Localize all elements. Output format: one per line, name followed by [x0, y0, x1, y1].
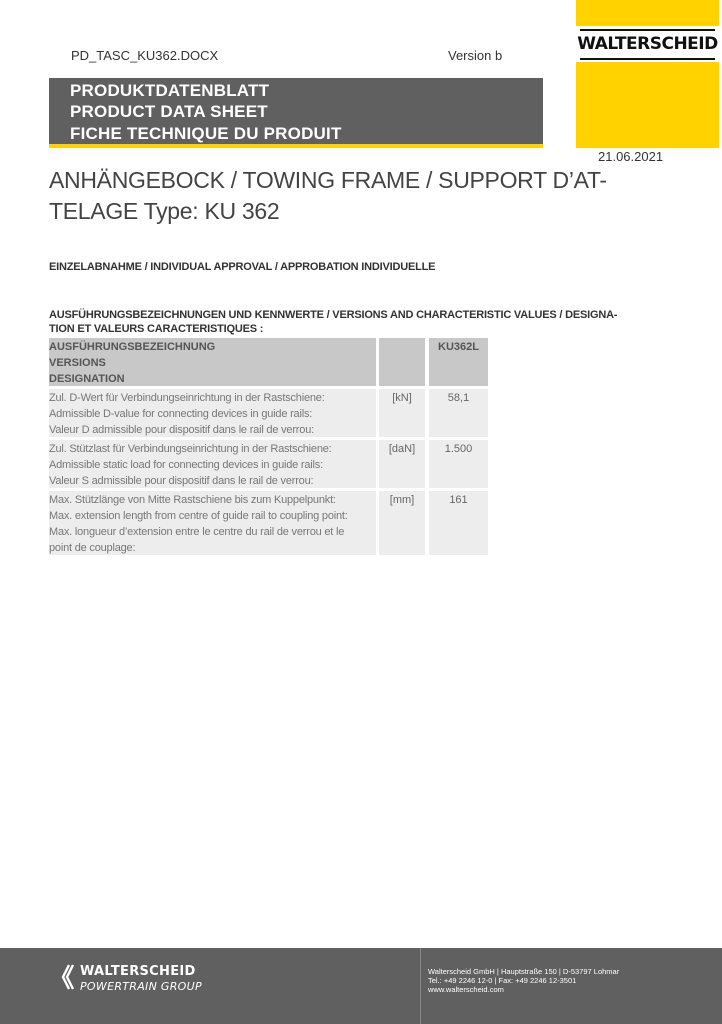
section-heading-line1: AUSFÜHRUNGSBEZEICHNUNGEN UND KENNWERTE / VERSIONS AND CHARACTERISTIC VALUES / DESIGNA-: [49, 309, 618, 321]
row-unit: [379, 389, 425, 437]
row-unit-text: [daN]: [388, 443, 416, 455]
brand-logo: WALTERSCHEID: [577, 34, 718, 54]
table-header-line2: VERSIONS: [49, 357, 106, 369]
main-title-line1: ANHÄNGEBOCK / TOWING FRAME / SUPPORT D’AT-: [49, 167, 607, 193]
approval-type: EINZELABNAHME / INDIVIDUAL APPROVAL / APPROBATION INDIVIDUELLE: [49, 261, 436, 273]
row-desc-en: Max. extension length from centre of guide rail to coupling point:: [49, 510, 348, 522]
row-desc-fr: Valeur D admissible pour dispositif dans le rail de verrou:: [49, 424, 314, 436]
brand-logo-block: [576, 0, 719, 148]
row-desc-fr-cont: point de couplage:: [49, 542, 136, 554]
row-value: [429, 491, 488, 555]
row-value-text: 1.500: [444, 443, 473, 455]
header-underline: [49, 144, 543, 148]
row-value: [429, 440, 488, 488]
row-desc-fr: Valeur S admissible pour dispositif dans le rail de verrou:: [49, 475, 314, 487]
document-version: Version b: [448, 48, 503, 63]
footer-address: Walterscheid GmbH | Hauptstraße 150 | D-53797 Lohmar: [428, 967, 620, 976]
row-unit-text: [mm]: [389, 494, 415, 506]
table-row: [49, 389, 376, 437]
row-desc-fr: Max. longueur d’extension entre le centre du rail de verrou et le: [49, 526, 345, 538]
footer-divider: [420, 948, 421, 1024]
header-title-de: PRODUKTDATENBLATT: [70, 81, 270, 100]
row-desc-de: Max. Stützlänge von Mitte Rastschiene bis zum Kuppelpunkt:: [49, 494, 336, 506]
row-desc-de: Zul. Stützlast für Verbindungseinrichtung in der Rastschiene:: [49, 443, 332, 455]
table-row: [49, 491, 376, 555]
row-unit: [379, 491, 425, 555]
table-header-line1: AUSFÜHRUNGSBEZEICHNUNG: [49, 341, 216, 353]
header-title-en: PRODUCT DATA SHEET: [70, 102, 268, 121]
row-value: [429, 389, 488, 437]
document-date: 21.06.2021: [598, 149, 664, 164]
row-unit: [379, 440, 425, 488]
footer-logo-sub: POWERTRAIN GROUP: [80, 980, 202, 993]
row-value-text: 161: [449, 494, 468, 506]
row-desc-en: Admissible D-value for connecting devices in guide rails:: [49, 408, 313, 420]
walterscheid-mark-icon: [60, 964, 76, 990]
table-header-unit: [379, 338, 425, 386]
row-desc-de: Zul. D-Wert für Verbindungseinrichtung in der Rastschiene:: [49, 392, 325, 404]
section-heading-line2: TION ET VALEURS CARACTERISTIQUES :: [49, 323, 264, 335]
footer-phone: Tel.: +49 2246 12-0 | Fax: +49 2246 12-3501: [428, 976, 577, 985]
table-row: [49, 440, 376, 488]
row-value-text: 58,1: [447, 392, 470, 404]
row-desc-en: Admissible static load for connecting devices in guide rails:: [49, 459, 323, 471]
section-heading: [49, 308, 659, 336]
footer-logo: WALTERSCHEID: [80, 964, 196, 979]
table-header-line3: DESIGNATION: [49, 373, 125, 385]
main-title-line2: TELAGE Type: KU 362: [49, 198, 280, 224]
logo-line-bottom: [580, 58, 715, 60]
model-label: KU362L: [438, 341, 479, 353]
header-title-fr: FICHE TECHNIQUE DU PRODUIT: [70, 124, 342, 143]
table-header-model: [429, 338, 488, 386]
row-unit-text: [kN]: [392, 392, 412, 404]
document-id: PD_TASC_KU362.DOCX: [71, 48, 219, 63]
main-title: [49, 165, 649, 227]
table-header-designation: [49, 338, 376, 386]
footer-website: www.walterscheid.com: [428, 985, 504, 994]
